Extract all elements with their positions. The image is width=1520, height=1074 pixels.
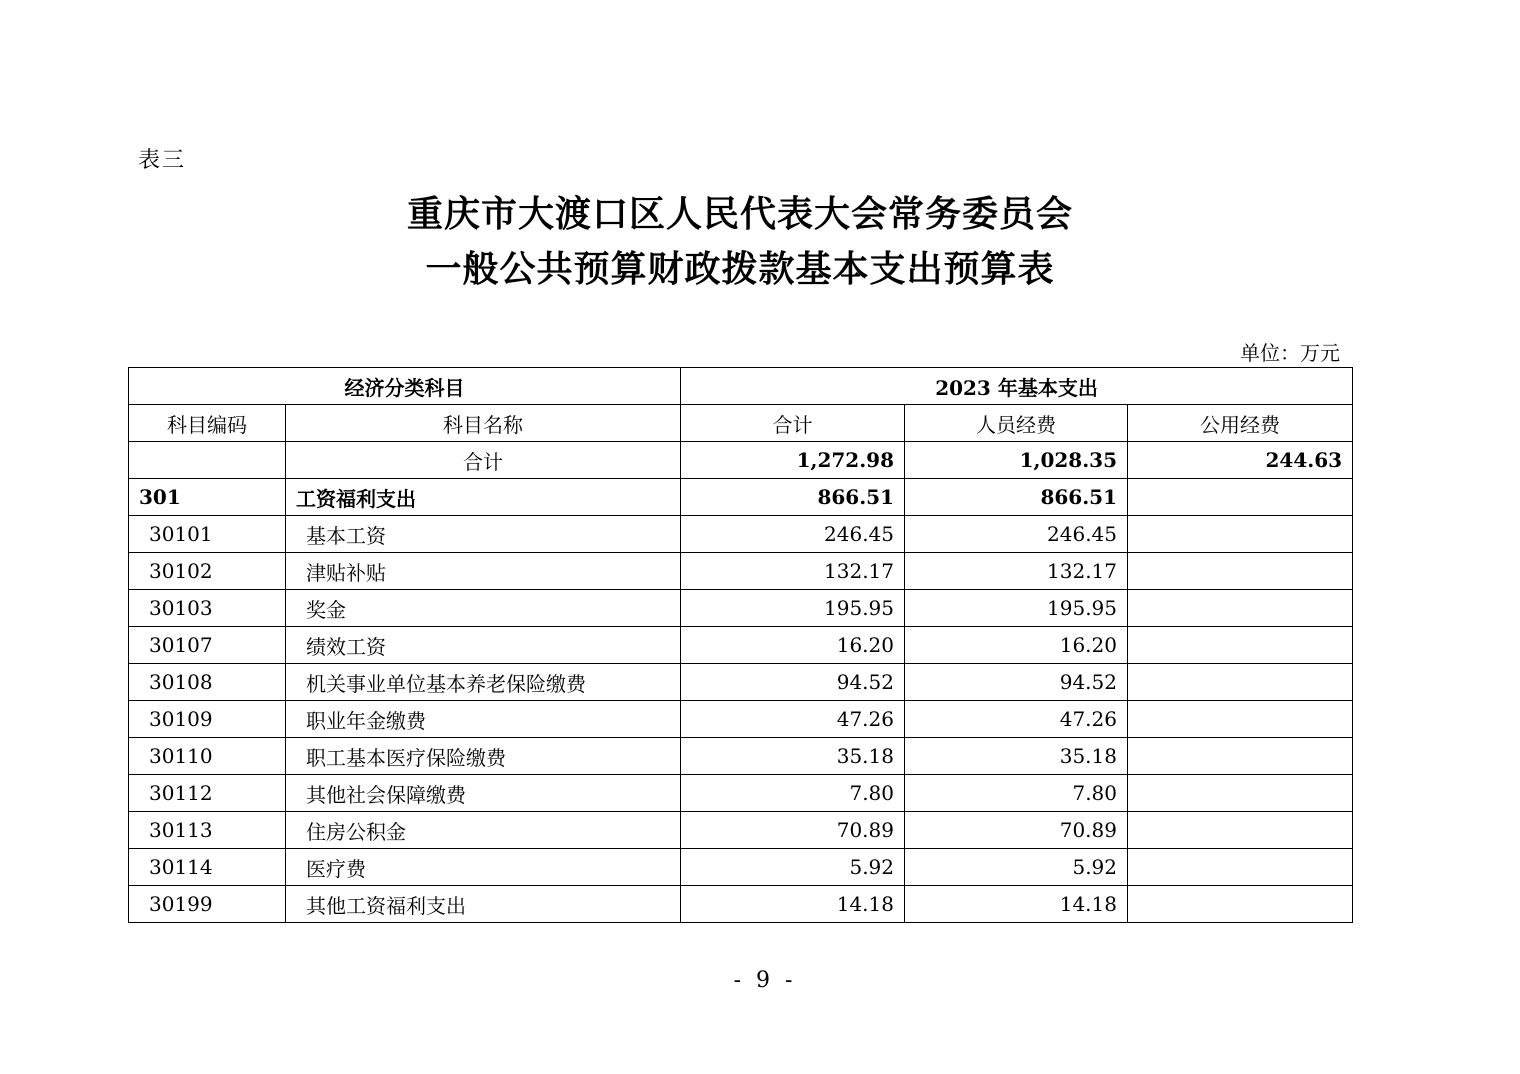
row-total: 70.89 bbox=[681, 812, 905, 849]
row-code: 30110 bbox=[129, 738, 286, 775]
row-name: 医疗费 bbox=[286, 849, 681, 886]
table-row bbox=[129, 775, 1353, 812]
group-header-year: 2023 年基本支出 bbox=[681, 368, 1353, 405]
row-personnel: 132.17 bbox=[905, 553, 1128, 590]
row-code: 30114 bbox=[129, 849, 286, 886]
row-code: 30108 bbox=[129, 664, 286, 701]
column-header-public: 公用经费 bbox=[1128, 405, 1353, 442]
row-name: 绩效工资 bbox=[286, 627, 681, 664]
total-row bbox=[129, 442, 1353, 479]
table-row bbox=[129, 664, 1353, 701]
row-name: 奖金 bbox=[286, 590, 681, 627]
row-name: 其他社会保障缴费 bbox=[286, 775, 681, 812]
document-title-line1: 重庆市大渡口区人民代表大会常务委员会 bbox=[406, 193, 1073, 235]
category-row-code: 301 bbox=[129, 479, 286, 516]
total-row-name: 合计 bbox=[286, 442, 681, 479]
row-total: 132.17 bbox=[681, 553, 905, 590]
group-header-economic: 经济分类科目 bbox=[129, 368, 681, 405]
category-row bbox=[129, 479, 1353, 516]
row-total: 35.18 bbox=[681, 738, 905, 775]
row-name: 职工基本医疗保险缴费 bbox=[286, 738, 681, 775]
row-code: 30101 bbox=[129, 516, 286, 553]
row-total: 5.92 bbox=[681, 849, 905, 886]
row-total: 195.95 bbox=[681, 590, 905, 627]
table-row bbox=[129, 812, 1353, 849]
table-row bbox=[129, 849, 1353, 886]
row-total: 94.52 bbox=[681, 664, 905, 701]
table-row bbox=[129, 738, 1353, 775]
row-personnel: 14.18 bbox=[905, 886, 1128, 923]
row-name: 其他工资福利支出 bbox=[286, 886, 681, 923]
row-personnel: 70.89 bbox=[905, 812, 1128, 849]
category-row-name: 工资福利支出 bbox=[286, 479, 681, 516]
column-header-row bbox=[129, 405, 1353, 442]
row-public bbox=[1128, 812, 1353, 849]
group-header-row bbox=[129, 368, 1353, 405]
row-personnel: 47.26 bbox=[905, 701, 1128, 738]
row-personnel: 195.95 bbox=[905, 590, 1128, 627]
row-personnel: 35.18 bbox=[905, 738, 1128, 775]
row-public bbox=[1128, 664, 1353, 701]
column-header-code: 科目编码 bbox=[129, 405, 286, 442]
row-code: 30113 bbox=[129, 812, 286, 849]
total-row-code bbox=[129, 442, 286, 479]
row-name: 机关事业单位基本养老保险缴费 bbox=[286, 664, 681, 701]
total-row-total: 1,272.98 bbox=[681, 442, 905, 479]
row-public bbox=[1128, 849, 1353, 886]
row-total: 246.45 bbox=[681, 516, 905, 553]
row-public bbox=[1128, 627, 1353, 664]
unit-label: 单位：万元 bbox=[1240, 341, 1340, 365]
document-title-line2: 一般公共预算财政拨款基本支出预算表 bbox=[425, 248, 1055, 290]
row-code: 30107 bbox=[129, 627, 286, 664]
row-total: 7.80 bbox=[681, 775, 905, 812]
row-public bbox=[1128, 738, 1353, 775]
row-name: 职业年金缴费 bbox=[286, 701, 681, 738]
row-public bbox=[1128, 516, 1353, 553]
row-personnel: 7.80 bbox=[905, 775, 1128, 812]
row-code: 30199 bbox=[129, 886, 286, 923]
row-personnel: 246.45 bbox=[905, 516, 1128, 553]
row-personnel: 16.20 bbox=[905, 627, 1128, 664]
row-total: 16.20 bbox=[681, 627, 905, 664]
row-name: 基本工资 bbox=[286, 516, 681, 553]
column-header-total: 合计 bbox=[681, 405, 905, 442]
row-name: 住房公积金 bbox=[286, 812, 681, 849]
category-row-total: 866.51 bbox=[681, 479, 905, 516]
budget-table bbox=[128, 367, 1353, 923]
row-personnel: 5.92 bbox=[905, 849, 1128, 886]
row-name: 津贴补贴 bbox=[286, 553, 681, 590]
row-public bbox=[1128, 590, 1353, 627]
table-row bbox=[129, 590, 1353, 627]
row-personnel: 94.52 bbox=[905, 664, 1128, 701]
table-label: 表三 bbox=[138, 148, 187, 173]
page-number: - 9 - bbox=[733, 968, 797, 993]
column-header-personnel: 人员经费 bbox=[905, 405, 1128, 442]
table-row bbox=[129, 516, 1353, 553]
row-code: 30109 bbox=[129, 701, 286, 738]
row-code: 30103 bbox=[129, 590, 286, 627]
total-row-personnel: 1,028.35 bbox=[905, 442, 1128, 479]
column-header-name: 科目名称 bbox=[286, 405, 681, 442]
row-public bbox=[1128, 775, 1353, 812]
row-total: 47.26 bbox=[681, 701, 905, 738]
row-public bbox=[1128, 886, 1353, 923]
row-public bbox=[1128, 701, 1353, 738]
row-public bbox=[1128, 553, 1353, 590]
table-row bbox=[129, 701, 1353, 738]
row-code: 30102 bbox=[129, 553, 286, 590]
table-row bbox=[129, 886, 1353, 923]
row-total: 14.18 bbox=[681, 886, 905, 923]
table-row bbox=[129, 627, 1353, 664]
category-row-personnel: 866.51 bbox=[905, 479, 1128, 516]
row-code: 30112 bbox=[129, 775, 286, 812]
total-row-public: 244.63 bbox=[1128, 442, 1353, 479]
table-row bbox=[129, 553, 1353, 590]
category-row-public bbox=[1128, 479, 1353, 516]
